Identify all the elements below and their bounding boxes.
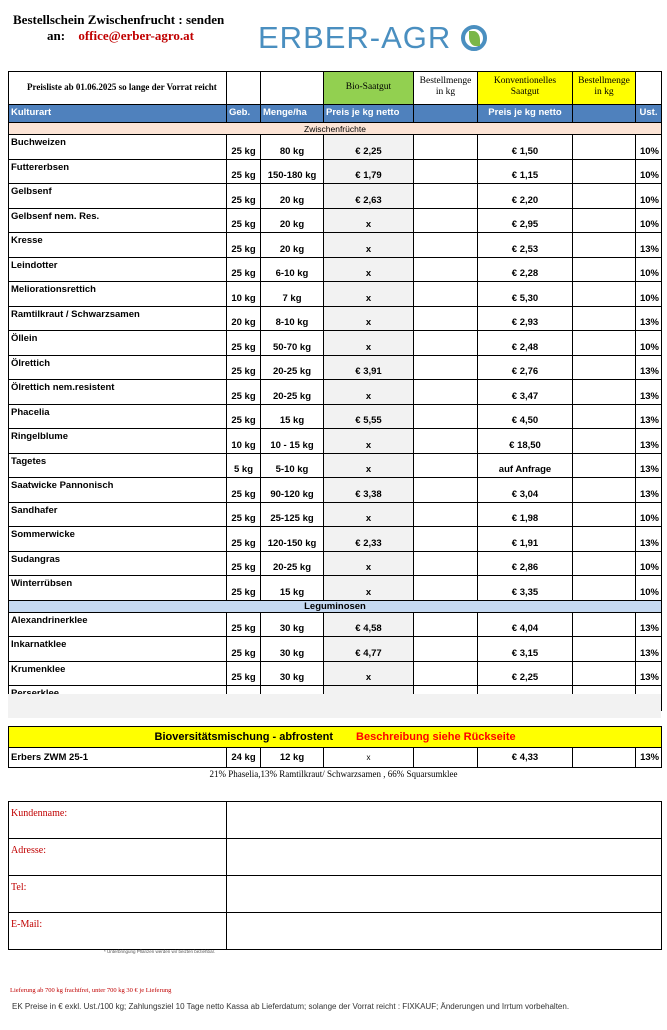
bio-qty-input[interactable] <box>414 135 478 160</box>
table-row <box>9 404 662 429</box>
konv-price: € 3,04 <box>478 478 573 503</box>
vat-rate: 13% <box>636 661 662 686</box>
mixture-row <box>9 748 662 768</box>
vat-rate: 13% <box>636 380 662 405</box>
konv-price: € 2,86 <box>478 551 573 576</box>
terms-note: EK Preise in € exkl. Ust./100 kg; Zahlungsziel 10 Tage netto Kassa ab Lieferdatum; solange der Vorrat reicht : FIXKAUF; Änderungen und Irrtum vorbehalten. <box>12 1002 570 1011</box>
package-size: 5 kg <box>227 453 261 478</box>
konv-qty-input[interactable] <box>573 355 636 380</box>
amount-per-ha: 50-70 kg <box>261 331 324 356</box>
konv-price: € 2,76 <box>478 355 573 380</box>
amount-per-ha: 15 kg <box>261 404 324 429</box>
konv-qty-input[interactable] <box>573 282 636 307</box>
table-row <box>9 551 662 576</box>
package-size: 25 kg <box>227 661 261 686</box>
konv-price: € 18,50 <box>478 429 573 454</box>
bio-price: x <box>324 453 414 478</box>
package-size: 10 kg <box>227 282 261 307</box>
amount-per-ha: 20 kg <box>261 233 324 258</box>
table-row <box>9 306 662 331</box>
bio-qty-input[interactable] <box>414 478 478 503</box>
amount-per-ha: 8-10 kg <box>261 306 324 331</box>
table-row <box>9 331 662 356</box>
bio-price: € 4,58 <box>324 612 414 637</box>
customer-tel-label: Tel: <box>9 876 227 913</box>
bio-price: € 2,63 <box>324 184 414 209</box>
amount-per-ha: 10 - 15 kg <box>261 429 324 454</box>
konv-price: € 3,15 <box>478 637 573 662</box>
bio-qty-input[interactable] <box>414 233 478 258</box>
vat-rate: 13% <box>636 527 662 552</box>
amount-per-ha: 30 kg <box>261 661 324 686</box>
package-size: 25 kg <box>227 135 261 160</box>
bio-price: x <box>324 208 414 233</box>
vat-rate: 13% <box>636 637 662 662</box>
vat-rate: 10% <box>636 576 662 601</box>
konv-qty-input[interactable] <box>573 551 636 576</box>
konv-price: € 4,04 <box>478 612 573 637</box>
bio-qty-input[interactable] <box>414 331 478 356</box>
customer-email-row <box>9 913 662 950</box>
konv-qty-input[interactable] <box>573 208 636 233</box>
mixture-name: Erbers ZWM 25-1 <box>9 748 227 768</box>
product-name: Sudangras <box>9 551 227 576</box>
vat-rate: 13% <box>636 478 662 503</box>
customer-address-row <box>9 839 662 876</box>
amount-per-ha: 20-25 kg <box>261 551 324 576</box>
product-name: Tagetes <box>9 453 227 478</box>
vat-rate: 13% <box>636 355 662 380</box>
table-row <box>9 637 662 662</box>
amount-per-ha: 20-25 kg <box>261 355 324 380</box>
vat-rate: 10% <box>636 282 662 307</box>
konv-price: € 2,48 <box>478 331 573 356</box>
mixture-note: Beschreibung siehe Rückseite <box>356 731 516 743</box>
konv-price: € 5,30 <box>478 282 573 307</box>
customer-address-field[interactable] <box>227 839 662 876</box>
price-table <box>8 71 662 711</box>
pricelist-note: Preisliste ab 01.06.2025 so lange der Vorrat reicht <box>9 72 227 105</box>
vat-rate: 10% <box>636 331 662 356</box>
mixture-table <box>8 726 662 768</box>
col-bio-header: Bio-Saatgut <box>324 72 414 105</box>
bio-qty-input[interactable] <box>414 429 478 454</box>
table-row <box>9 184 662 209</box>
product-name: Buchweizen <box>9 135 227 160</box>
hdr-kulturart: Kulturart <box>9 105 227 123</box>
konv-qty-input[interactable] <box>573 135 636 160</box>
product-name: Gelbsenf <box>9 184 227 209</box>
konv-qty-input[interactable] <box>573 380 636 405</box>
konv-price: € 1,50 <box>478 135 573 160</box>
hdr-menge: Menge/ha <box>261 105 324 123</box>
package-size: 25 kg <box>227 637 261 662</box>
konv-qty-input[interactable] <box>573 576 636 601</box>
hdr-geb: Geb. <box>227 105 261 123</box>
package-size: 25 kg <box>227 551 261 576</box>
konv-qty-input[interactable] <box>573 257 636 282</box>
product-name: Ölrettich nem.resistent <box>9 380 227 405</box>
bio-qty-input[interactable] <box>414 612 478 637</box>
product-name: Kresse <box>9 233 227 258</box>
column-labels-row <box>9 105 662 123</box>
product-name: Phacelia <box>9 404 227 429</box>
bio-qty-input[interactable] <box>414 404 478 429</box>
table-row <box>9 661 662 686</box>
package-size: 25 kg <box>227 576 261 601</box>
vat-rate: 13% <box>636 404 662 429</box>
vat-rate: 10% <box>636 551 662 576</box>
konv-qty-input[interactable] <box>573 184 636 209</box>
vat-rate: 13% <box>636 453 662 478</box>
table-row <box>9 502 662 527</box>
konv-price: € 2,93 <box>478 306 573 331</box>
package-size: 25 kg <box>227 612 261 637</box>
konv-qty-input[interactable] <box>573 637 636 662</box>
bio-qty-input[interactable] <box>414 637 478 662</box>
mixture-bio-qty-input[interactable] <box>414 748 478 768</box>
section-leguminosen <box>9 600 662 612</box>
col-bestellmenge-header: Bestellmenge in kg <box>414 72 478 105</box>
package-size: 25 kg <box>227 478 261 503</box>
bio-price: € 3,38 <box>324 478 414 503</box>
table-row <box>9 282 662 307</box>
konv-qty-input[interactable] <box>573 429 636 454</box>
konv-price: € 2,53 <box>478 233 573 258</box>
bio-price: x <box>324 306 414 331</box>
vat-rate: 13% <box>636 306 662 331</box>
hdr-bio-preis: Preis je kg netto <box>324 105 414 123</box>
package-size: 25 kg <box>227 355 261 380</box>
order-title: Bestellschein Zwischenfrucht : senden <box>13 12 225 27</box>
table-row <box>9 159 662 184</box>
package-size: 25 kg <box>227 502 261 527</box>
konv-price: € 3,35 <box>478 576 573 601</box>
product-name: Meliorationsrettich <box>9 282 227 307</box>
product-name: Öllein <box>9 331 227 356</box>
product-name: Futtererbsen <box>9 159 227 184</box>
konv-qty-input[interactable] <box>573 661 636 686</box>
konv-qty-input[interactable] <box>573 453 636 478</box>
package-size: 10 kg <box>227 429 261 454</box>
amount-per-ha: 20 kg <box>261 184 324 209</box>
customer-tel-row <box>9 876 662 913</box>
product-name: Sandhafer <box>9 502 227 527</box>
table-head-row <box>9 72 662 105</box>
bio-price: x <box>324 576 414 601</box>
bio-qty-input[interactable] <box>414 661 478 686</box>
konv-qty-input[interactable] <box>573 527 636 552</box>
customer-name-label: Kundenname: <box>9 802 227 839</box>
bio-qty-input[interactable] <box>414 380 478 405</box>
mixture-ust: 13% <box>636 748 662 768</box>
konv-qty-input[interactable] <box>573 331 636 356</box>
mixture-title-row <box>9 727 662 748</box>
vat-rate: 13% <box>636 233 662 258</box>
amount-per-ha: 90-120 kg <box>261 478 324 503</box>
customer-tel-field[interactable] <box>227 876 662 913</box>
amount-per-ha: 30 kg <box>261 637 324 662</box>
mixture-composition: 21% Phaselia,13% Ramtilkraut/ Schwarzsamen , 66% Squarsumklee <box>209 769 458 779</box>
konv-price: € 4,50 <box>478 404 573 429</box>
mixture-bio-price: x <box>324 748 414 768</box>
amount-per-ha: 7 kg <box>261 282 324 307</box>
customer-address-label: Adresse: <box>9 839 227 876</box>
konv-price: € 2,20 <box>478 184 573 209</box>
konv-price: € 1,91 <box>478 527 573 552</box>
konv-qty-input[interactable] <box>573 612 636 637</box>
bio-price: x <box>324 282 414 307</box>
bio-price: x <box>324 661 414 686</box>
bio-price: € 1,79 <box>324 159 414 184</box>
amount-per-ha: 25-125 kg <box>261 502 324 527</box>
mixture-title: Bioversitätsmischung - abfrostent <box>154 731 333 743</box>
table-row <box>9 478 662 503</box>
vat-rate: 10% <box>636 257 662 282</box>
col-bestellmenge2-header: Bestellmenge in kg <box>573 72 636 105</box>
package-size: 25 kg <box>227 331 261 356</box>
konv-price: auf Anfrage <box>478 453 573 478</box>
amount-per-ha: 20-25 kg <box>261 380 324 405</box>
logo-leaf-icon <box>469 31 480 46</box>
konv-price: € 2,25 <box>478 661 573 686</box>
mixture-menge: 12 kg <box>261 748 324 768</box>
bio-price: € 5,55 <box>324 404 414 429</box>
bio-qty-input[interactable] <box>414 208 478 233</box>
table-row <box>9 612 662 637</box>
konv-price: € 2,95 <box>478 208 573 233</box>
mixture-konv-qty-input[interactable] <box>573 748 636 768</box>
konv-qty-input[interactable] <box>573 233 636 258</box>
mixture-geb: 24 kg <box>227 748 261 768</box>
konv-qty-input[interactable] <box>573 306 636 331</box>
package-size: 25 kg <box>227 208 261 233</box>
product-name: Saatwicke Pannonisch <box>9 478 227 503</box>
col-konv-header: Konventionelles Saatgut <box>478 72 573 105</box>
table-row <box>9 355 662 380</box>
package-size: 20 kg <box>227 306 261 331</box>
amount-per-ha: 20 kg <box>261 208 324 233</box>
table-row <box>9 233 662 258</box>
bio-qty-input[interactable] <box>414 576 478 601</box>
product-name: Leindotter <box>9 257 227 282</box>
bio-qty-input[interactable] <box>414 502 478 527</box>
amount-per-ha: 150-180 kg <box>261 159 324 184</box>
konv-price: € 2,28 <box>478 257 573 282</box>
vat-rate: 10% <box>636 502 662 527</box>
vat-rate: 13% <box>636 612 662 637</box>
amount-per-ha: 15 kg <box>261 576 324 601</box>
email-link[interactable]: office@erber-agro.at <box>78 28 194 43</box>
customer-email-label: E-Mail: <box>9 913 227 950</box>
product-name: Gelbsenf nem. Res. <box>9 208 227 233</box>
bio-qty-input[interactable] <box>414 551 478 576</box>
product-name: Inkarnatklee <box>9 637 227 662</box>
product-name: Alexandrinerklee <box>9 612 227 637</box>
product-name: Winterrübsen <box>9 576 227 601</box>
vat-rate: 13% <box>636 429 662 454</box>
bio-qty-input[interactable] <box>414 282 478 307</box>
konv-qty-input[interactable] <box>573 159 636 184</box>
table-row <box>9 380 662 405</box>
product-name: Ölrettich <box>9 355 227 380</box>
bio-qty-input[interactable] <box>414 355 478 380</box>
vat-rate: 10% <box>636 135 662 160</box>
konv-qty-input[interactable] <box>573 478 636 503</box>
table-row <box>9 208 662 233</box>
table-row <box>9 527 662 552</box>
bio-qty-input[interactable] <box>414 257 478 282</box>
bio-price: x <box>324 502 414 527</box>
bio-price: x <box>324 233 414 258</box>
bio-qty-input[interactable] <box>414 453 478 478</box>
bio-price: € 2,33 <box>324 527 414 552</box>
bio-price: € 3,91 <box>324 355 414 380</box>
vat-rate: 10% <box>636 208 662 233</box>
product-name: Ramtilkraut / Schwarzsamen <box>9 306 227 331</box>
product-name: Sommerwicke <box>9 527 227 552</box>
hdr-ust: Ust. <box>636 105 662 123</box>
customer-name-row <box>9 802 662 839</box>
package-size: 25 kg <box>227 233 261 258</box>
bio-price: x <box>324 429 414 454</box>
amount-per-ha: 30 kg <box>261 612 324 637</box>
amount-per-ha: 6-10 kg <box>261 257 324 282</box>
amount-per-ha: 80 kg <box>261 135 324 160</box>
konv-qty-input[interactable] <box>573 502 636 527</box>
bio-qty-input[interactable] <box>414 306 478 331</box>
customer-form <box>8 801 662 950</box>
vat-rate: 10% <box>636 159 662 184</box>
package-size: 25 kg <box>227 159 261 184</box>
table-row <box>9 257 662 282</box>
bio-price: € 4,77 <box>324 637 414 662</box>
bio-qty-input[interactable] <box>414 527 478 552</box>
hdr-konv-preis: Preis je kg netto <box>478 105 573 123</box>
section-title: Leguminosen <box>9 600 662 612</box>
package-size: 25 kg <box>227 527 261 552</box>
bio-price: x <box>324 551 414 576</box>
mixture-konv-price: € 4,33 <box>478 748 573 768</box>
table-spacer <box>8 694 661 718</box>
table-row <box>9 135 662 160</box>
product-name: Ringelblume <box>9 429 227 454</box>
konv-price: € 1,15 <box>478 159 573 184</box>
bio-price: x <box>324 331 414 356</box>
bio-price: € 2,25 <box>324 135 414 160</box>
send-to-line <box>13 28 224 44</box>
bio-qty-input[interactable] <box>414 184 478 209</box>
package-size: 25 kg <box>227 380 261 405</box>
amount-per-ha: 120-150 kg <box>261 527 324 552</box>
section-zwischenfruechte <box>9 123 662 135</box>
tiny-footnote: * Unterbringung Pflanzen werden wir beizten beziehbar. <box>104 949 216 954</box>
company-logo-text: ERBER-AGR <box>258 20 452 55</box>
section-title: Zwischenfrüchte <box>9 123 662 135</box>
table-row <box>9 453 662 478</box>
konv-qty-input[interactable] <box>573 404 636 429</box>
package-size: 25 kg <box>227 184 261 209</box>
product-name: Krumenklee <box>9 661 227 686</box>
table-row <box>9 576 662 601</box>
package-size: 25 kg <box>227 257 261 282</box>
vat-rate: 10% <box>636 184 662 209</box>
order-header <box>13 12 224 44</box>
bio-qty-input[interactable] <box>414 159 478 184</box>
konv-price: € 3,47 <box>478 380 573 405</box>
customer-email-field[interactable] <box>227 913 662 950</box>
amount-per-ha: 5-10 kg <box>261 453 324 478</box>
package-size: 25 kg <box>227 404 261 429</box>
bio-price: x <box>324 257 414 282</box>
customer-name-field[interactable] <box>227 802 662 839</box>
send-to-label: an: <box>47 28 66 43</box>
delivery-note: Lieferung ab 700 kg frachtfrei, unter 700 kg 30 € je Lieferung <box>10 987 172 994</box>
bio-price: x <box>324 380 414 405</box>
table-row <box>9 429 662 454</box>
konv-price: € 1,98 <box>478 502 573 527</box>
